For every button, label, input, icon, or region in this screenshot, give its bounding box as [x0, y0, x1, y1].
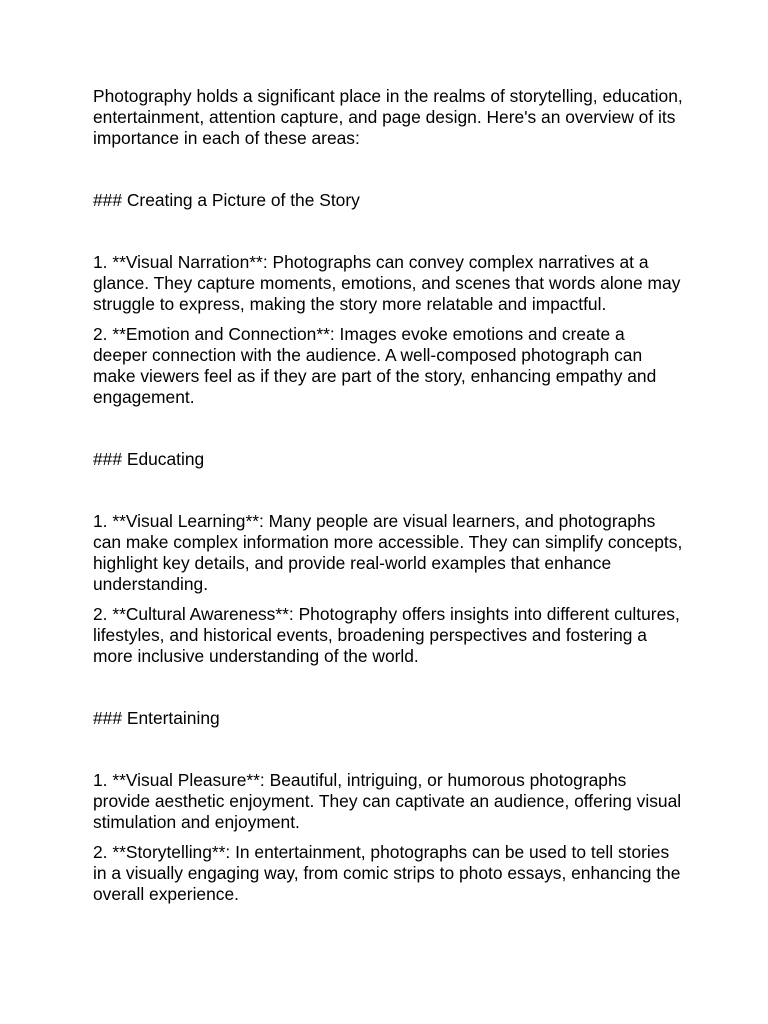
section-heading-educating: ### Educating: [93, 449, 205, 469]
list-item: 1. **Visual Learning**: Many people are visual learners, and photographs can make complex information more accessible. They can simplify concepts, highlight key details, and provide real-world examples that enhance understanding.: [93, 511, 683, 594]
section-heading-entertaining: ### Entertaining: [93, 708, 220, 728]
list-item: 2. **Storytelling**: In entertainment, photographs can be used to tell stories in a visually engaging way, from comic strips to photo essays, enhancing the overall experience.: [93, 842, 681, 904]
list-item: 1. **Visual Pleasure**: Beautiful, intriguing, or humorous photographs provide aesthetic enjoyment. They can captivate an audience, offering visual stimulation and enjoyment.: [93, 770, 682, 832]
document-page: [93, 86, 683, 946]
list-item: 2. **Emotion and Connection**: Images evoke emotions and create a deeper connection with the audience. A well-composed photograph can make viewers feel as if they are part of the story, enhancing empathy and engagement.: [93, 324, 657, 407]
intro-paragraph: Photography holds a significant place in the realms of storytelling, education, entertainment, attention capture, and page design. Here's an overview of its importance in each of these areas:: [93, 86, 683, 148]
section-heading-story: ### Creating a Picture of the Story: [93, 190, 360, 210]
list-item: 2. **Cultural Awareness**: Photography offers insights into different cultures, lifestyles, and historical events, broadening perspectives and fostering a more inclusive understanding of the world.: [93, 604, 680, 666]
list-item: 1. **Visual Narration**: Photographs can convey complex narratives at a glance. They capture moments, emotions, and scenes that words alone may struggle to express, making the story more relatable and impactful.: [93, 252, 681, 314]
